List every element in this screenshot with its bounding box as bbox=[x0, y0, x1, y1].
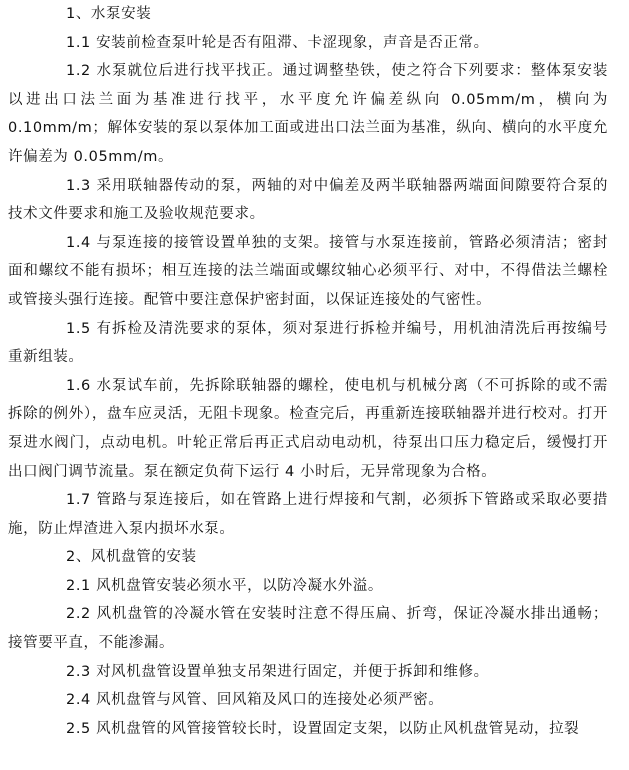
paragraph-1-5: 1.5 有拆检及清洗要求的泵体，须对泵进行拆检并编号，用机油清洗后再按编号重新组装。 bbox=[8, 320, 608, 366]
paragraph-1-2: 1.2 水泵就位后进行找平找正。通过调整垫铁，使之符合下列要求：整体泵安装以进出口法兰面为基准进行找平，水平度允许偏差纵向 0.05mm/m，横向为 0.10mm/m；解体安装的泵以泵体加工面或进出口法兰面为基准，纵向、横向的水平度允许偏差为 0.05mm/m。 bbox=[8, 63, 608, 165]
section-heading-fan-coil-installation: 2、风机盘管的安装 bbox=[66, 549, 197, 566]
paragraph-2-5: 2.5 风机盘管的风管接管较长时，设置固定支架，以防止风机盘管晃动，拉裂 bbox=[66, 720, 580, 737]
paragraph-2-1: 2.1 风机盘管安装必须水平，以防冷凝水外溢。 bbox=[66, 577, 383, 594]
paragraph-1-7: 1.7 管路与泵连接后，如在管路上进行焊接和气割，必须拆下管路或采取必要措施，防止焊渣进入泵内损坏水泵。 bbox=[8, 492, 608, 537]
section-heading-pump-installation: 1、水泵安装 bbox=[66, 6, 152, 22]
paragraph-1-1: 1.1 安装前检查泵叶轮是否有阻滞、卡涩现象，声音是否正常。 bbox=[66, 34, 489, 51]
paragraph-1-4: 1.4 与泵连接的接管设置单独的支架。接管与水泵连接前，管路必须清洁；密封面和螺纹不能有损坏；相互连接的法兰端面或螺纹轴心必须平行、对中，不得借法兰螺栓或管接头强行连接。配管中要注意保护密封面，以保证连接处的气密性。 bbox=[8, 234, 608, 308]
paragraph-1-6: 1.6 水泵试车前，先拆除联轴器的螺栓，使电机与机械分离（不可拆除的或不需拆除的例外），盘车应灵活，无阻卡现象。检查完后，再重新连接联轴器并进行校对。打开泵进水阀门，点动电机。叶轮正常后再正式启动电动机，待泵出口压力稳定后，缓慢打开出口阀门调节流量。泵在额定负荷下运行 4 小时后，无异常现象为合格。 bbox=[8, 377, 608, 480]
paragraph-1-3: 1.3 采用联轴器传动的泵，两轴的对中偏差及两半联轴器两端面间隙要符合泵的技术文件要求和施工及验收规范要求。 bbox=[8, 177, 608, 223]
paragraph-2-3: 2.3 对风机盘管设置单独支吊架进行固定，并便于拆卸和维修。 bbox=[66, 663, 489, 680]
paragraph-2-2: 2.2 风机盘管的冷凝水管在安装时注意不得压扁、折弯，保证冷凝水排出通畅；接管要平直，不能渗漏。 bbox=[8, 606, 608, 652]
paragraph-2-4: 2.4 风机盘管与风管、回风箱及风口的连接处必须严密。 bbox=[66, 692, 444, 709]
document-body bbox=[8, 0, 608, 743]
